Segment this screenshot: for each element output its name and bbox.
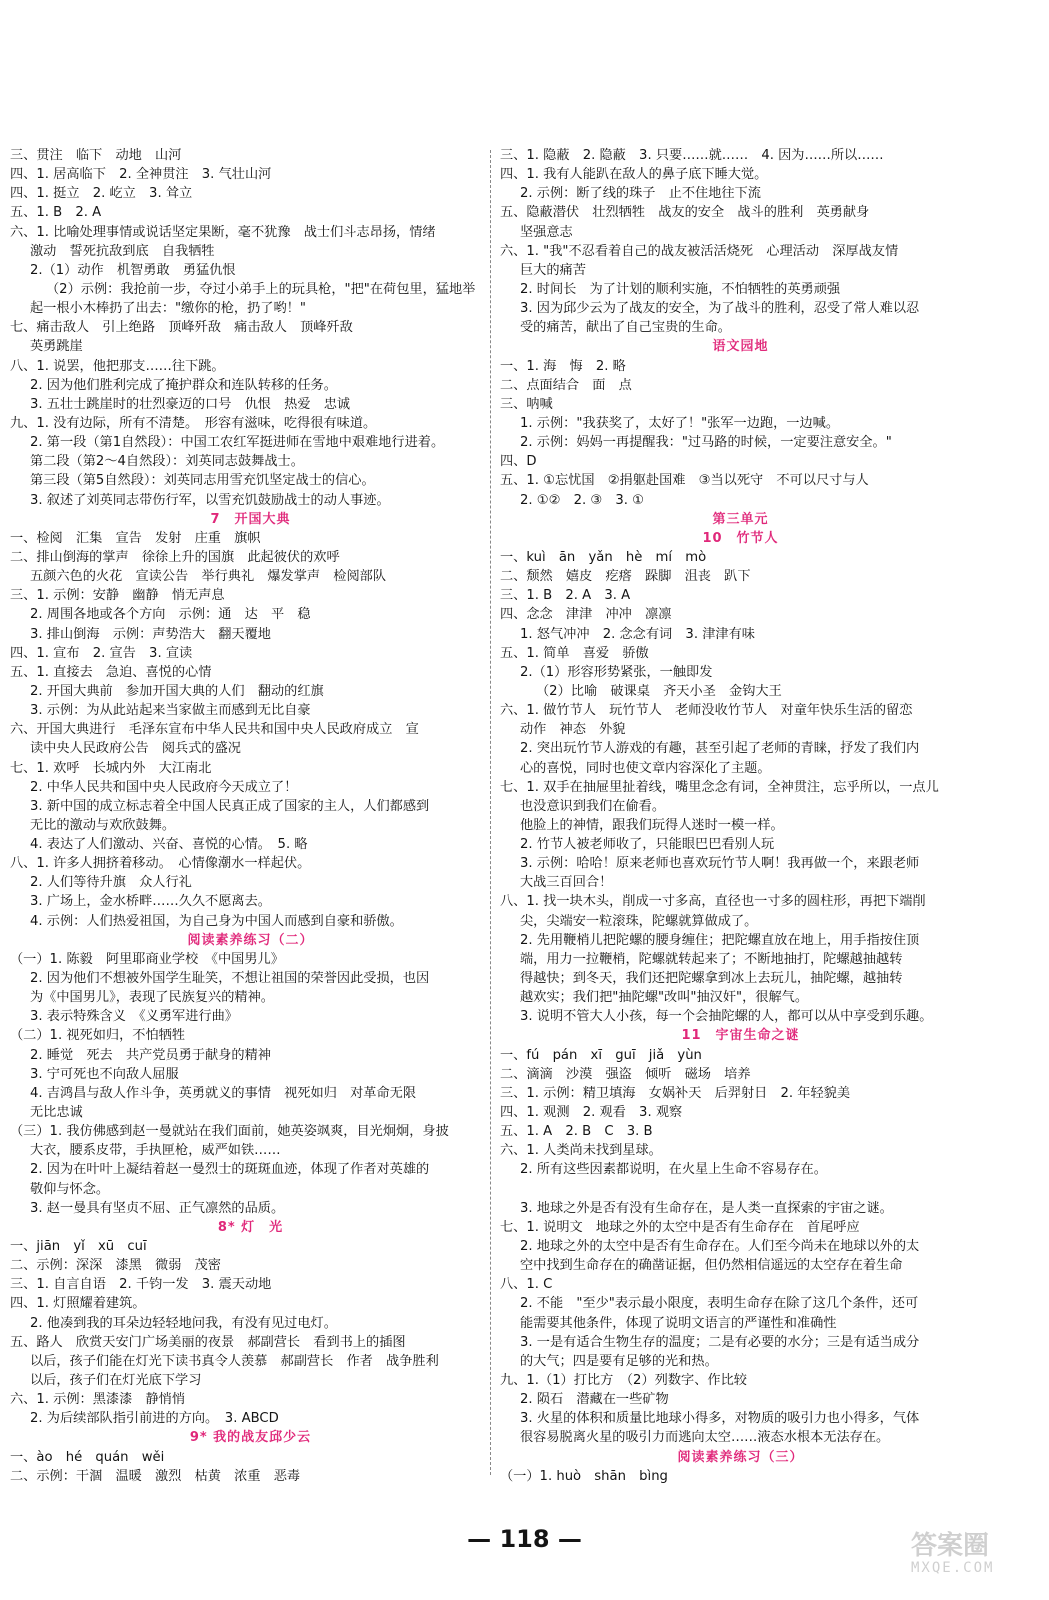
answer-line: 2. 因为他们不想被外国学生耻笑，不想让祖国的荣誉因此受损，也因 xyxy=(30,971,430,987)
column-divider xyxy=(490,150,491,1475)
answer-line: 大衣，腰系皮带，手执匣枪，威严如铁…… xyxy=(30,1143,281,1159)
answer-line: 2. 示例：断了线的珠子 止不住地往下流 xyxy=(520,186,761,202)
answer-line: 五、1. B 2. A xyxy=(10,205,102,221)
answer-line: 4. 表达了人们激动、兴奋、喜悦的心情。 5. 略 xyxy=(30,837,308,853)
answer-line: 一、jiān yǐ xū cuī xyxy=(10,1239,147,1255)
answer-line: 无比的激动与欢欣鼓舞。 xyxy=(30,817,176,833)
answer-line: 2. 人们等待升旗 众人行礼 xyxy=(30,875,192,891)
left-column xyxy=(8,146,493,1486)
answer-line: 得越快；到冬天，我们还把陀螺拿到冰上去玩儿，抽陀螺，越抽转 xyxy=(520,971,903,987)
section-heading: 阅读素养练习（二） xyxy=(187,932,314,948)
section-heading: 7 开国大典 xyxy=(210,511,291,527)
answer-line: 1. 示例："我获奖了，太好了！"张军一边跑，一边喊。 xyxy=(520,415,840,431)
answer-line: 读中央人民政府公告 阅兵式的盛况 xyxy=(30,741,241,757)
answer-line: 四、1. 灯照耀着建筑。 xyxy=(10,1296,146,1312)
answer-line: 五、隐蔽潜伏 壮烈牺牲 战友的安全 战斗的胜利 英勇献身 xyxy=(500,205,870,221)
answer-line: 3. 示例：哈哈！原来老师也喜欢玩竹节人啊！我再做一个，来跟老师 xyxy=(520,856,920,872)
answer-line: 四、1. 挺立 2. 屹立 3. 耸立 xyxy=(10,186,193,202)
answer-line: 3. 因为邱少云为了战友的安全，为了战斗的胜利，忍受了常人难以忍 xyxy=(520,301,920,317)
answer-line: 3. 一是有适合生物生存的温度；二是有必要的水分；三是有适当成分 xyxy=(520,1334,920,1350)
answer-line: 很容易脱离火星的吸引力而逃向太空……液态水根本无法存在。 xyxy=(520,1430,890,1446)
answer-line: 一、检阅 汇集 宣告 发射 庄重 旗帜 xyxy=(10,530,261,546)
answer-line: 以后，孩子们能在灯光下读书真令人羡慕 郝副营长 作者 战争胜利 xyxy=(30,1353,439,1369)
answer-line: 3. 表示特殊含义 《义勇军进行曲》 xyxy=(30,1009,238,1025)
answer-line: 激动 誓死抗敌到底 自我牺牲 xyxy=(30,243,215,259)
answer-line: 二、颓然 嬉皮 疙瘩 跺脚 沮丧 趴下 xyxy=(500,569,751,585)
answer-line: 七、1. 欢呼 长城内外 大江南北 xyxy=(10,760,212,776)
answer-line: 3. 新中国的成立标志着全中国人民真正成了国家的主人，人们都感到 xyxy=(30,798,430,814)
answer-line: 二、滴滴 沙漠 强盗 倾听 磁场 培养 xyxy=(500,1066,751,1082)
answer-line: 六、1. 做竹节人 玩竹节人 老师没收竹节人 对童年快乐生活的留恋 xyxy=(500,703,913,719)
answer-line: 2. 为后续部队指引前进的方向。 3. ABCD xyxy=(30,1411,279,1427)
answer-line: 2. 竹节人被老师收了，只能眼巴巴看别人玩 xyxy=(520,837,775,853)
section-heading: 11 宇宙生命之谜 xyxy=(681,1028,800,1044)
answer-line: 一、ào hé quán wěi xyxy=(10,1449,165,1465)
answer-line: 为《中国男儿》，表现了民族复兴的精神。 xyxy=(30,990,274,1006)
section-heading: 第三单元 xyxy=(712,511,769,527)
answer-line: 二、点面结合 面 点 xyxy=(500,377,632,393)
answer-line: 2. 所有这些因素都说明，在火星上生命不容易存在。 xyxy=(520,1162,827,1178)
answer-line: （2）比喻 破课桌 齐天小圣 金钩大王 xyxy=(536,683,782,699)
answer-line: 四、1. 宣布 2. 宣告 3. 宣读 xyxy=(10,645,193,661)
section-heading: 9* 我的战友邱少云 xyxy=(189,1430,312,1446)
answer-line: 也没意识到我们在偷看。 xyxy=(520,798,666,814)
answer-line: 八、1. 找一块木头，削成一寸多高，直径也一寸多的圆柱形，再把下端削 xyxy=(500,894,926,910)
answer-line: 2. 地球之外的太空中是否有生命存在。人们至今尚未在地球以外的太 xyxy=(520,1239,920,1255)
watermark-text: 答案圈 xyxy=(911,1531,990,1561)
answer-line: 尖，尖端安一粒滚珠，陀螺就算做成了。 xyxy=(520,913,758,929)
answer-line: 2. 时间长 为了计划的顺利实施，不怕牺牲的英勇顽强 xyxy=(520,281,841,297)
answer-line: 第三段（第5自然段）：刘英同志用雪充饥坚定战士的信心。 xyxy=(30,473,375,489)
answer-line: 六、1. 人类尚未找到星球。 xyxy=(500,1143,662,1159)
answer-line: 八、1. C xyxy=(500,1277,553,1293)
answer-line: 能需要其他条件，体现了说明文语言的严谨性和准确性 xyxy=(520,1315,837,1331)
page-number: — 118 — xyxy=(467,1525,582,1553)
answer-line: 2. 先用鞭梢儿把陀螺的腰身缠住；把陀螺直放在地上，用手指按住顶 xyxy=(520,932,920,948)
right-column xyxy=(498,146,983,1486)
answer-line: 2. 因为他们胜利完成了掩护群众和连队转移的任务。 xyxy=(30,377,337,393)
answer-line: 五颜六色的火花 宣读公告 举行典礼 爆发掌声 检阅部队 xyxy=(30,569,387,585)
answer-line: 五、1. ①忘忧国 ②捐躯赴国难 ③当以死守 不可以尺寸与人 xyxy=(500,473,869,489)
answer-line: 2.（1）形容形势紧张，一触即发 xyxy=(520,664,713,680)
answer-line: 四、D xyxy=(500,454,537,470)
answer-line: 2. 不能 "至少"表示最小限度，表明生命存在除了这几个条件，还可 xyxy=(520,1296,919,1312)
answer-line: 动作 神态 外貌 xyxy=(520,722,626,738)
answer-line: 一、kuì ān yǎn hè mí mò xyxy=(500,549,707,565)
answer-line: 三、1. 自言自语 2. 千钧一发 3. 震天动地 xyxy=(10,1277,272,1293)
answer-line: 空中找到生命存在的确凿证据，但仍然相信遥远的太空存在着生命 xyxy=(520,1258,903,1274)
answer-line: 七、痛击敌人 引上绝路 顶峰歼敌 痛击敌人 顶峰歼敌 xyxy=(10,320,353,336)
answer-line: 敬仰与怀念。 xyxy=(30,1181,110,1197)
answer-line: 2. 他凑到我的耳朵边轻轻地问我，有没有见过电灯。 xyxy=(30,1315,337,1331)
answer-line: 2. 示例：妈妈一再提醒我："过马路的时候，一定要注意安全。" xyxy=(520,435,892,451)
answer-line: 八、1. 说罢，他把那支……往下跳。 xyxy=(10,358,225,374)
answer-line: 起一根小木棒扔了出去："缴你的枪，扔了哟！" xyxy=(30,301,306,317)
answer-line: 五、1. 简单 喜爱 骄傲 xyxy=(500,645,649,661)
answer-line: 2. 睡觉 死去 共产党员勇于献身的精神 xyxy=(30,1047,271,1063)
section-heading: 8* 灯 光 xyxy=(217,1219,284,1235)
answer-line: 4. 示例：人们热爱祖国，为自己身为中国人而感到自豪和骄傲。 xyxy=(30,913,403,929)
answer-line: 四、1. 观测 2. 观看 3. 观察 xyxy=(500,1105,683,1121)
answer-line: 的大气；四是要有足够的光和热。 xyxy=(520,1353,718,1369)
answer-line: 六、1. 比喻处理事情或说话坚定果断，毫不犹豫 战士们斗志昂扬，情绪 xyxy=(10,224,436,240)
section-heading: 语文园地 xyxy=(712,339,769,355)
answer-line: 七、1. 双手在抽屉里扯着线，嘴里念念有词，全神贯注，忘乎所以，一点儿 xyxy=(500,779,939,795)
answer-line: 七、1. 说明文 地球之外的太空中是否有生命存在 首尾呼应 xyxy=(500,1219,860,1235)
answer-line: 六、开国大典进行 毛泽东宣布中华人民共和国中央人民政府成立 宣 xyxy=(10,722,419,738)
section-heading: 10 竹节人 xyxy=(702,530,779,546)
answer-line: 2. 周围各地或各个方向 示例：通 达 平 稳 xyxy=(30,607,311,623)
section-heading: 阅读素养练习（三） xyxy=(677,1449,804,1465)
answer-line: 2. 突出玩竹节人游戏的有趣，甚至引起了老师的青睐，抒发了我们内 xyxy=(520,741,920,757)
answer-line: 受的痛苦，献出了自己宝贵的生命。 xyxy=(520,320,731,336)
answer-line: 四、念念 津津 冲冲 凛凛 xyxy=(500,607,672,623)
answer-line: 2. ①② 2. ③ 3. ① xyxy=(520,492,644,508)
answer-line: 四、1. 我有人能趴在敌人的鼻子底下睡大觉。 xyxy=(500,167,768,183)
answer-line: 越欢实；我们把"抽陀螺"改叫"抽汉奸"，很解气。 xyxy=(520,990,809,1006)
answer-line: 五、1. A 2. B C 3. B xyxy=(500,1124,653,1140)
answer-line: 六、1. "我"不忍看着自己的战友被活活烧死 心理活动 深厚战友情 xyxy=(500,243,899,259)
answer-line: 1. 怒气冲冲 2. 念念有词 3. 津津有味 xyxy=(520,626,755,642)
answer-line: （一）1. huò shān bìng xyxy=(500,1468,668,1484)
answer-line: 3. 五壮士跳崖时的壮烈豪迈的口号 仇恨 热爱 忠诚 xyxy=(30,396,351,412)
answer-line: 2. 中华人民共和国中央人民政府今天成立了！ xyxy=(30,779,298,795)
answer-line: 三、1. B 2. A 3. A xyxy=(500,588,631,604)
answer-line: 3. 火星的体积和质量比地球小得多，对物质的吸引力也小得多，气体 xyxy=(520,1411,920,1427)
answer-line: 端，用力一拉鞭梢，陀螺就转起来了；不断地抽打，陀螺越抽越转 xyxy=(520,951,903,967)
answer-line: 三、贯注 临下 动地 山河 xyxy=(10,148,182,163)
answer-line: 心的喜悦，同时也使文章内容深化了主题。 xyxy=(520,760,771,776)
answer-line: 2. 第一段（第1自然段）：中国工农红军挺进师在雪地中艰难地行进着。 xyxy=(30,435,445,451)
answer-line: 3. 宁可死也不向敌人屈服 xyxy=(30,1066,179,1082)
answer-line: 4. 吉鸿昌与敌人作斗争，英勇就义的事情 视死如归 对革命无限 xyxy=(30,1085,417,1101)
answer-line xyxy=(498,1180,983,1199)
answer-line: 三、1. 示例：安静 幽静 悄无声息 xyxy=(10,588,225,604)
answer-line: （三）1. 我仿佛感到赵一曼就站在我们面前，她英姿飒爽，目光炯炯，身披 xyxy=(10,1124,449,1140)
answer-line: 3. 示例：为从此站起来当家做主而感到无比自豪 xyxy=(30,703,311,719)
answer-line: 无比忠诚 xyxy=(30,1105,83,1121)
answer-line: （二）1. 视死如归，不怕牺牲 xyxy=(10,1028,186,1044)
watermark-url: MXQE.COM xyxy=(911,1560,995,1576)
answer-line: 3. 说明不管大人小孩，每一个会抽陀螺的人，都可以从中享受到乐趣。 xyxy=(520,1009,933,1025)
answer-line: 他脸上的神情，跟我们玩得人迷时一模一样。 xyxy=(520,817,784,833)
answer-line: 九、1. 没有边际，所有不清楚。 形容有滋味，吃得很有味道。 xyxy=(10,415,377,431)
answer-line: 坚强意志 xyxy=(520,224,573,240)
answer-line: 以后，孩子们在灯光底下学习 xyxy=(30,1373,202,1388)
answer-line: 大战三百回合！ xyxy=(520,875,613,891)
answer-line: 五、1. 直接去 急迫、喜悦的心情 xyxy=(10,664,212,680)
answer-line: 2. 因为在叶叶上凝结着赵一曼烈士的斑斑血迹，体现了作者对英雄的 xyxy=(30,1162,430,1178)
answer-line: 二、示例：干涸 温暖 激烈 枯黄 浓重 恶毒 xyxy=(10,1468,301,1484)
answer-line: 3. 排山倒海 示例：声势浩大 翻天覆地 xyxy=(30,626,271,642)
answer-line: 2.（1）动作 机智勇敢 勇猛仇恨 xyxy=(30,262,236,278)
answer-line: 二、排山倒海的掌声 徐徐上升的国旗 此起彼伏的欢呼 xyxy=(10,549,340,565)
answer-line: 第二段（第2～4自然段）：刘英同志鼓舞战士。 xyxy=(30,454,304,470)
answer-line: 八、1. 许多人拥挤着移动。 心情像潮水一样起伏。 xyxy=(10,856,311,872)
answer-line: （2）示例：我抢前一步，夺过小弟手上的玩具枪，"把"在荷包里，猛地举 xyxy=(46,281,476,297)
answer-line: 巨大的痛苦 xyxy=(520,262,586,278)
answer-line: 九、1.（1）打比方 （2）列数字、作比较 xyxy=(500,1373,747,1388)
answer-line: 二、示例：深深 漆黑 微弱 茂密 xyxy=(10,1258,221,1274)
answer-line: 3. 叙述了刘英同志带伤行军，以雪充饥鼓励战士的动人事迹。 xyxy=(30,492,390,508)
watermark-logo xyxy=(911,1532,1031,1586)
answer-line: 3. 赵一曼具有坚贞不屈、正气凛然的品质。 xyxy=(30,1200,285,1216)
answer-line: 四、1. 居高临下 2. 全神贯注 3. 气壮山河 xyxy=(10,167,272,183)
answer-line: 英勇跳崖 xyxy=(30,339,83,355)
answer-line: 三、1. 隐蔽 2. 隐蔽 3. 只要……就…… 4. 因为……所以…… xyxy=(500,148,884,163)
answer-line: 2. 陨石 潜藏在一些矿物 xyxy=(520,1392,669,1408)
answer-line: （一）1. 陈毅 阿里耶商业学校 《中国男儿》 xyxy=(10,951,284,967)
answer-line: 3. 广场上，金水桥畔……久久不愿离去。 xyxy=(30,894,271,910)
answer-line: 2. 开国大典前 参加开国大典的人们 翻动的红旗 xyxy=(30,683,324,699)
answer-line: 五、路人 欣赏天安门广场美丽的夜景 郝副营长 看到书上的插图 xyxy=(10,1334,406,1350)
answer-line: 一、1. 海 悔 2. 略 xyxy=(500,358,626,374)
answer-line: 3. 地球之外是否有没有生命存在，是人类一直探索的宇宙之谜。 xyxy=(520,1200,893,1216)
answer-line: 六、1. 示例：黑漆漆 静悄悄 xyxy=(10,1392,186,1408)
answer-line: 一、fú pán xī guī jiǎ yùn xyxy=(500,1047,702,1063)
answer-line: 三、1. 示例：精卫填海 女娲补天 后羿射日 2. 年轻貌美 xyxy=(500,1085,851,1101)
answer-line: 三、呐喊 xyxy=(500,396,553,412)
